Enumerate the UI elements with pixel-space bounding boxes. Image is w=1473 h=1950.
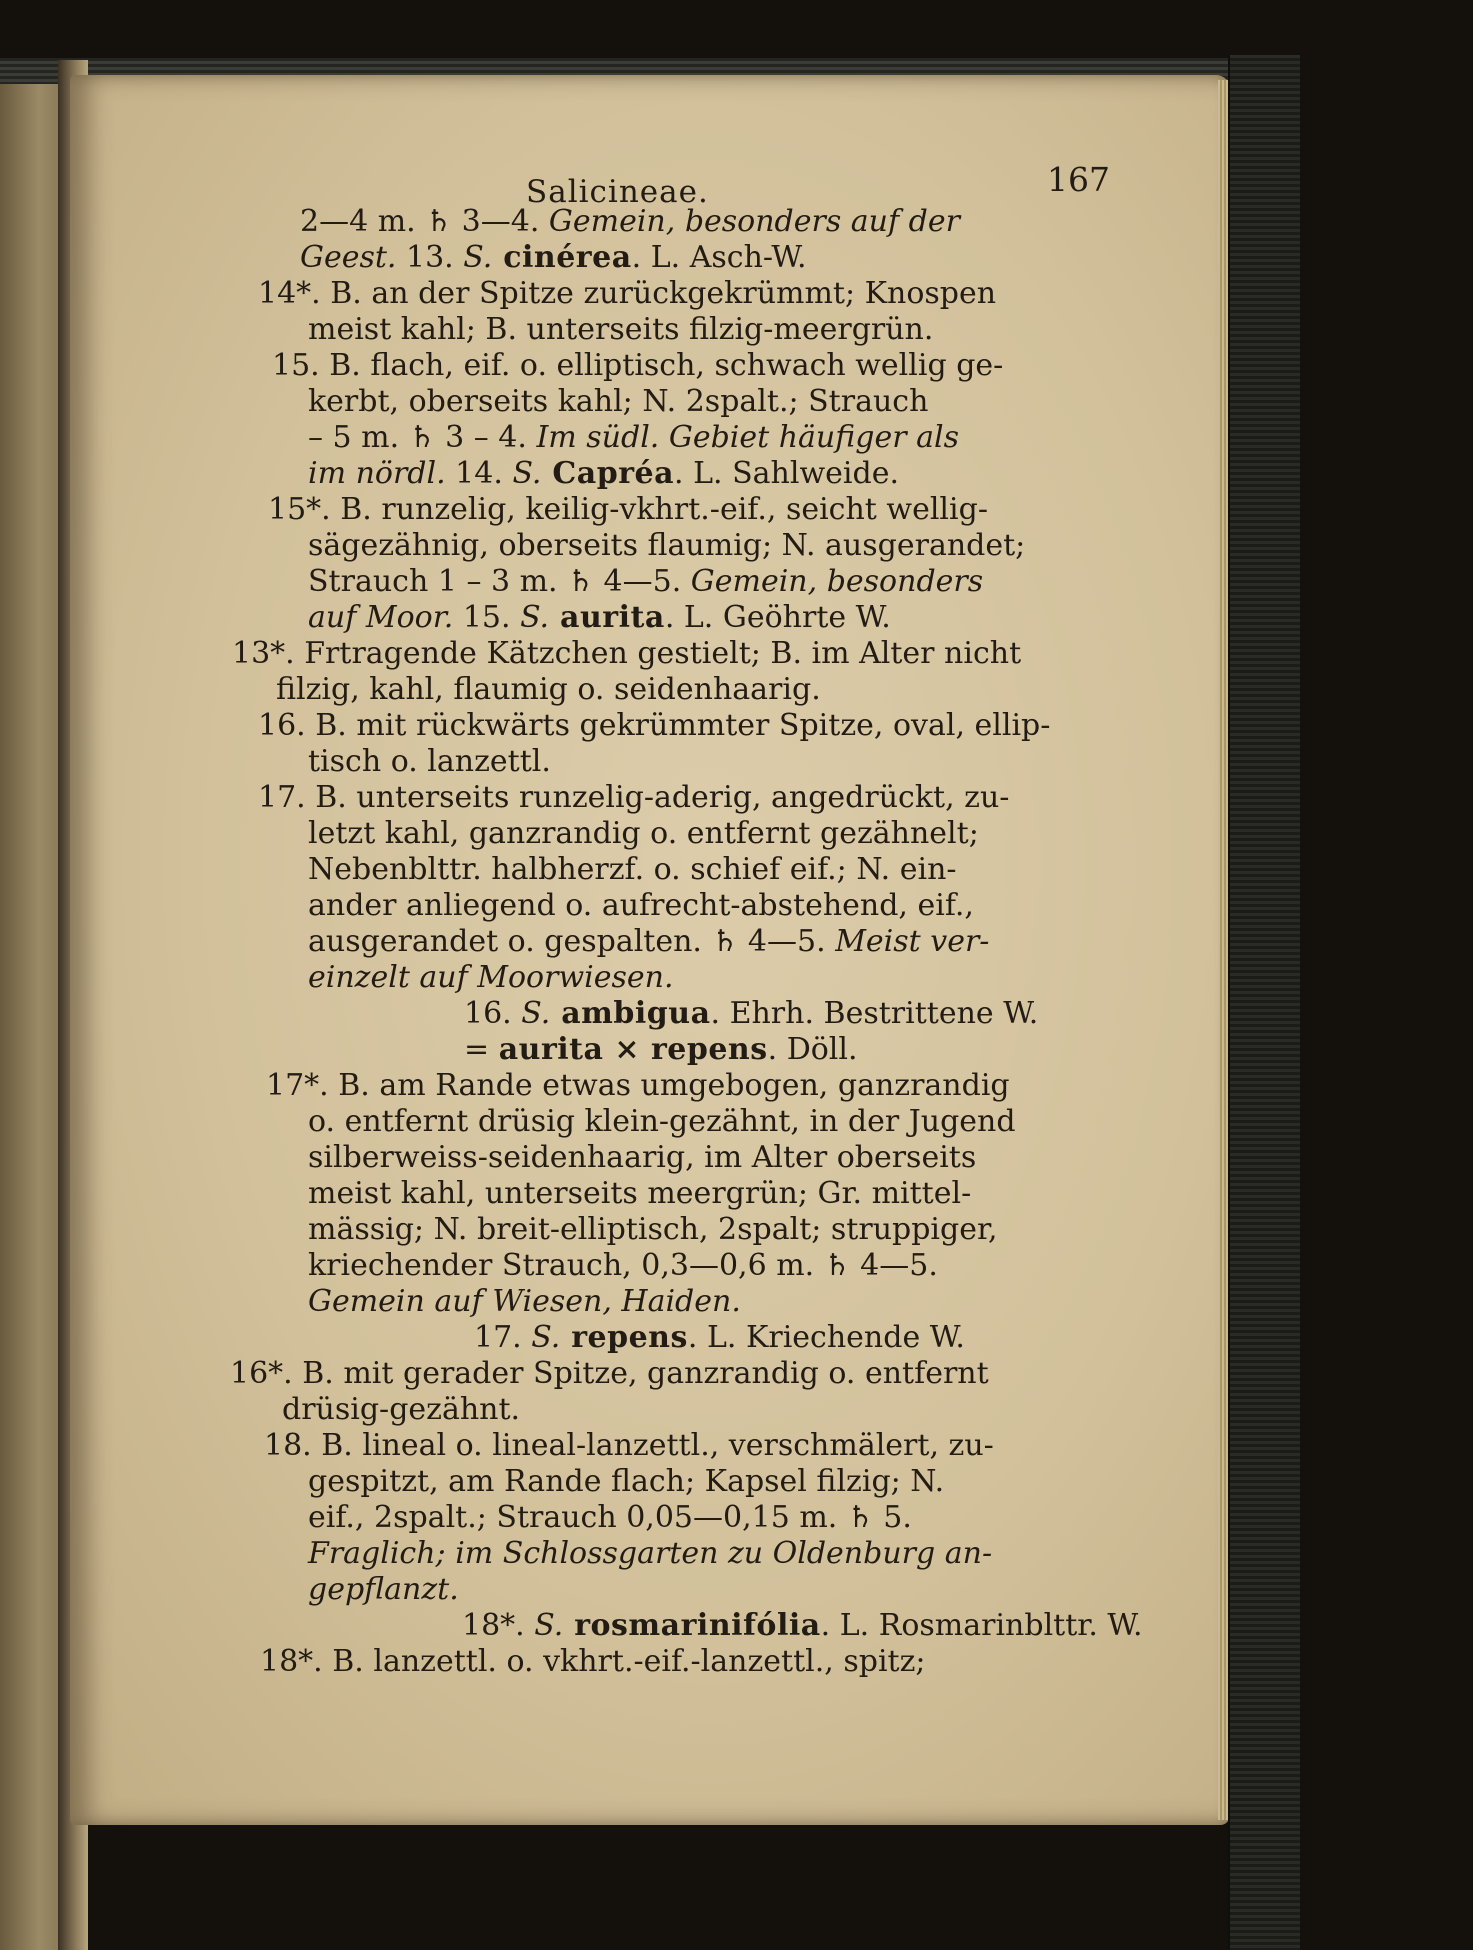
text-segment: . L. Kriechende W.: [687, 1320, 965, 1355]
text-segment: . L. Asch-W.: [631, 240, 807, 275]
text-segment: . L. Sahlweide.: [674, 456, 899, 491]
text-line: [308, 1465, 944, 1499]
species-name: cinérea: [492, 240, 632, 275]
italic-text: Fraglich; im Schlossgarten zu Oldenburg an-: [308, 1536, 993, 1571]
text-line: [308, 565, 983, 599]
text-line: [300, 205, 960, 239]
text-line: [276, 673, 821, 707]
text-segment: ander anliegend o. aufrecht-abstehend, eif.,: [308, 888, 974, 923]
text-segment: 17*. B. am Rande etwas umgebogen, ganzrandig: [266, 1068, 1010, 1103]
text-line: [258, 781, 1009, 815]
text-segment: kriechender Strauch, 0,3—0,6 m. ♄ 4—5.: [308, 1248, 938, 1283]
species-name: aurita: [549, 600, 665, 635]
text-segment: Strauch 1 – 3 m. ♄ 4—5.: [308, 564, 691, 599]
text-line: [474, 1321, 965, 1355]
text-line: [308, 961, 673, 995]
text-line: [308, 853, 957, 887]
text-segment: 18. B. lineal o. lineal-lanzettl., verschmälert, zu-: [264, 1428, 994, 1463]
text-line: [464, 1033, 858, 1067]
italic-text: S.: [521, 996, 551, 1031]
text-line: [308, 1177, 971, 1211]
text-segment: =: [464, 1032, 499, 1067]
italic-text: S.: [512, 456, 542, 491]
text-line: [308, 817, 979, 851]
text-line: [282, 1393, 520, 1427]
italic-text: S.: [520, 600, 550, 635]
text-segment: 18*.: [462, 1608, 535, 1643]
text-segment: 17. B. unterseits runzelig-aderig, angedrückt, zu-: [258, 780, 1010, 815]
text-segment: drüsig-gezähnt.: [282, 1392, 521, 1427]
text-segment: kerbt, oberseits kahl; N. 2spalt.; Strauch: [308, 384, 929, 419]
italic-text: gepflanzt.: [308, 1572, 459, 1607]
italic-text: Gemein auf Wiesen, Haiden.: [308, 1284, 741, 1319]
italic-text: einzelt auf Moorwiesen.: [308, 960, 674, 995]
text-segment: mässig; N. breit-elliptisch, 2spalt; struppiger,: [308, 1212, 998, 1247]
text-segment: . Ehrh. Bestrittene W.: [710, 996, 1039, 1031]
text-segment: o. entfernt drüsig klein-gezähnt, in der Jugend: [308, 1104, 1016, 1139]
italic-text: Im südl. Gebiet häufiger als: [536, 420, 959, 455]
text-segment: 16*. B. mit gerader Spitze, ganzrandig o. entfernt: [230, 1356, 989, 1391]
text-line: [266, 1069, 1010, 1103]
text-line: [230, 1357, 989, 1391]
text-line: [308, 745, 551, 779]
italic-text: S.: [531, 1320, 561, 1355]
text-line: [300, 241, 807, 275]
text-segment: ausgerandet o. gespalten. ♄ 4—5.: [308, 924, 836, 959]
text-line: [308, 1285, 741, 1319]
text-line: [308, 421, 959, 455]
italic-text: S.: [463, 240, 493, 275]
text-line: [232, 637, 1021, 671]
text-line: [258, 277, 996, 311]
text-segment: 14*. B. an der Spitze zurückgekrümmt; Knospen: [258, 276, 997, 311]
text-segment: 13*. Frtragende Kätzchen gestielt; B. im Alter nicht: [232, 636, 1022, 671]
text-line: [308, 1141, 976, 1175]
italic-text: S.: [534, 1608, 564, 1643]
text-segment: meist kahl; B. unterseits filzig-meergrün.: [308, 312, 934, 347]
page-number: 167: [1047, 160, 1110, 199]
book-cover-edge: [1228, 55, 1300, 1950]
text-segment: meist kahl, unterseits meergrün; Gr. mittel-: [308, 1176, 972, 1211]
text-line: [308, 925, 989, 959]
species-name: Capréa: [541, 456, 675, 491]
text-segment: 18*. B. lanzettl. o. vkhrt.-eif.-lanzettl., spitz;: [260, 1644, 926, 1679]
text-line: [308, 601, 891, 635]
text-segment: tisch o. lanzettl.: [308, 744, 551, 779]
text-segment: eif., 2spalt.; Strauch 0,05—0,15 m. ♄ 5.: [308, 1500, 912, 1535]
text-line: [264, 1429, 994, 1463]
text-segment: 16. B. mit rückwärts gekrümmter Spitze, oval, ellip-: [258, 708, 1051, 743]
running-header: [270, 160, 1130, 210]
page-title: Salicineae.: [526, 174, 709, 210]
text-segment: filzig, kahl, flaumig o. seidenhaarig.: [276, 672, 821, 707]
text-segment: . L. Rosmarinblttr. W.: [820, 1608, 1143, 1643]
text-segment: – 5 m. ♄ 3 – 4.: [308, 420, 537, 455]
text-line: [308, 1573, 459, 1607]
species-name: repens: [560, 1320, 688, 1355]
text-segment: 15.: [453, 600, 521, 635]
text-line: [308, 385, 928, 419]
text-line: [258, 709, 1050, 743]
text-segment: 16.: [464, 996, 522, 1031]
species-name: ambigua: [550, 996, 711, 1031]
text-segment: . L. Geöhrte W.: [664, 600, 891, 635]
italic-text: Gemein, besonders auf der: [548, 204, 960, 239]
text-line: [308, 1501, 912, 1535]
italic-text: auf Moor.: [308, 600, 454, 635]
italic-text: Geest.: [300, 240, 397, 275]
text-segment: 13.: [396, 240, 464, 275]
text-segment: . Döll.: [767, 1032, 858, 1067]
text-line: [308, 1249, 938, 1283]
text-line: [462, 1609, 1143, 1643]
text-segment: 15. B. flach, eif. o. elliptisch, schwach wellig ge-: [272, 348, 1004, 383]
text-segment: 14.: [445, 456, 513, 491]
species-name: rosmarinifólia: [563, 1608, 821, 1643]
species-name: aurita × repens: [498, 1032, 768, 1067]
text-segment: gespitzt, am Rande flach; Kapsel filzig; N.: [308, 1464, 945, 1499]
text-line: [308, 313, 933, 347]
text-line: [260, 1645, 926, 1679]
text-line: [308, 1537, 992, 1571]
text-segment: sägezähnig, oberseits flaumig; N. ausgerandet;: [308, 528, 1026, 563]
text-line: [308, 1213, 998, 1247]
text-segment: 17.: [474, 1320, 532, 1355]
text-segment: 2—4 m. ♄ 3—4.: [300, 204, 549, 239]
text-line: [464, 997, 1038, 1031]
text-line: [308, 889, 974, 923]
italic-text: Meist ver-: [835, 924, 990, 959]
text-line: [308, 529, 1025, 563]
text-line: [272, 349, 1003, 383]
text-segment: Nebenblttr. halbherzf. o. schief eif.; N. ein-: [308, 852, 957, 887]
text-segment: letzt kahl, ganzrandig o. entfernt gezähnelt;: [308, 816, 979, 851]
italic-text: im nördl.: [308, 456, 446, 491]
text-line: [308, 457, 899, 491]
text-segment: silberweiss-seidenhaarig, im Alter oberseits: [308, 1140, 977, 1175]
text-line: [268, 493, 988, 527]
text-segment: 15*. B. runzelig, keilig-vkhrt.-eif., seicht wellig-: [268, 492, 988, 527]
text-line: [308, 1105, 1016, 1139]
italic-text: Gemein, besonders: [690, 564, 984, 599]
